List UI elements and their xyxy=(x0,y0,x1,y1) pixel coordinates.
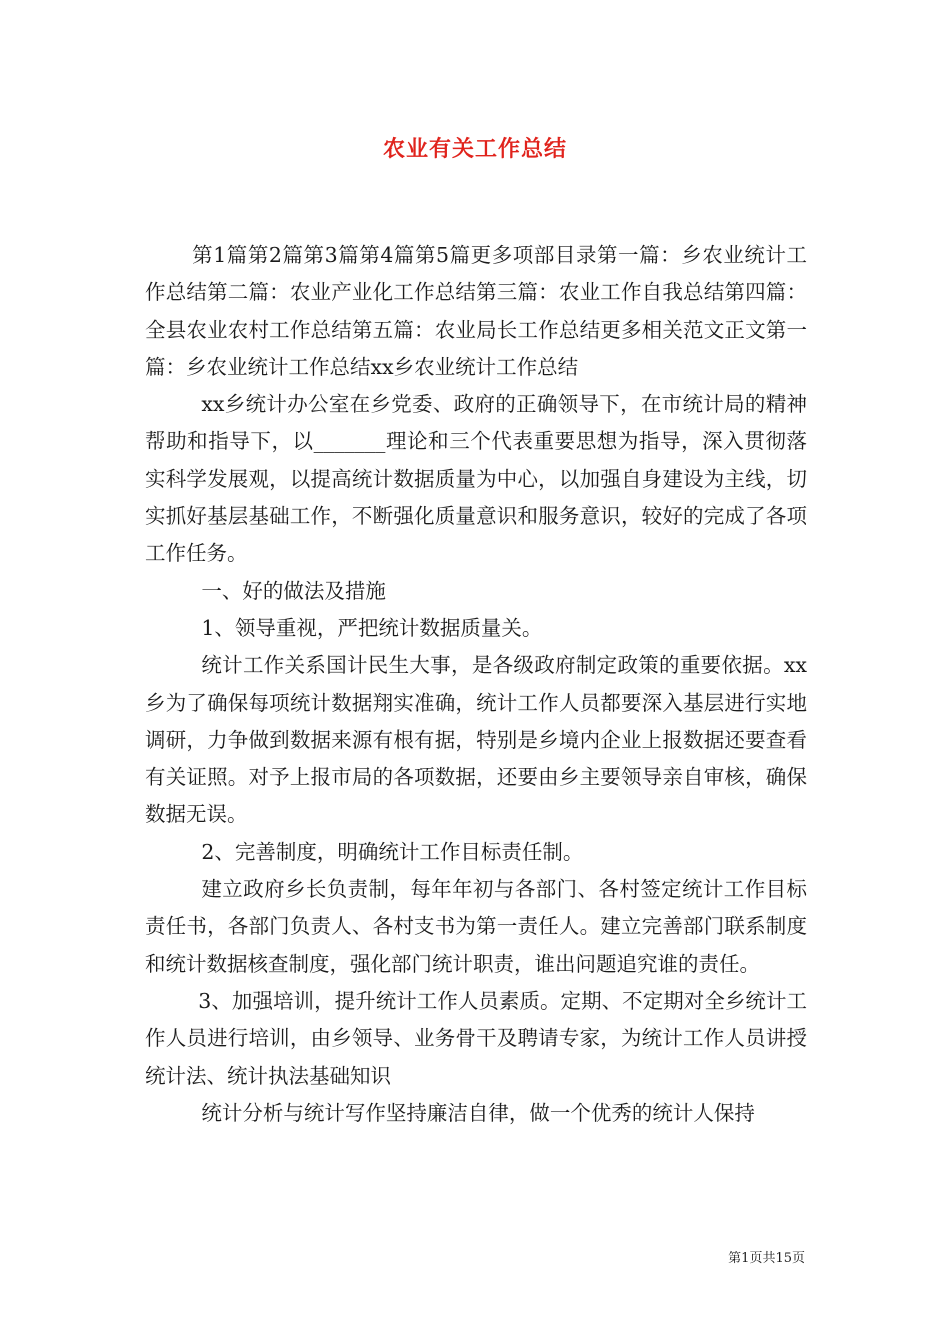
document-title: 农业有关工作总结 xyxy=(382,136,567,162)
page-number-footer: 第1页共15页 xyxy=(728,1251,805,1266)
paragraph-contents: 第1篇第2篇第3篇第4篇第5篇更多项部目录第一篇：乡农业统计工作总结第二篇：农业产业化工作总结第三篇：农业工作自我总结第四篇：全县农业农村工作总结第五篇：农业局长工作总结更多相关范文正文第一篇：乡农业统计工作总结xx乡农业统计工作总结 xyxy=(145,243,807,379)
section-heading: 一、好的做法及措施 xyxy=(201,578,386,603)
subsection-heading: 2、完善制度，明确统计工作目标责任制。 xyxy=(201,839,584,864)
subsection-heading: 1、领导重视，严把统计数据质量关。 xyxy=(201,615,543,640)
document-body xyxy=(145,237,807,1132)
paragraph-intro: xx乡统计办公室在乡党委、政府的正确领导下，在市统计局的精神帮助和指导下，以_______理论和三个代表重要思想为指导，深入贯彻落实科学发展观，以提高统计数据质量为中心，以加强自身建设为主线，切实抓好基层基础工作，不断强化质量意识和服务意识，较好的完成了各项工作任务。 xyxy=(145,392,807,566)
paragraph: 统计分析与统计写作坚持廉洁自律，做一个优秀的统计人保持 xyxy=(201,1100,755,1125)
paragraph: 建立政府乡长负责制，每年年初与各部门、各村签定统计工作目标责任书，各部门负责人、各村支书为第一责任人。建立完善部门联系制度和统计数据核查制度，强化部门统计职责，谁出问题追究谁的责任。 xyxy=(145,877,807,976)
paragraph: 统计工作关系国计民生大事，是各级政府制定政策的重要依据。xx乡为了确保每项统计数据翔实准确，统计工作人员都要深入基层进行实地调研，力争做到数据来源有根有据，特别是乡境内企业上报数据还要查看有关证照。对予上报市局的各项数据，还要由乡主要领导亲自审核，确保数据无误。 xyxy=(145,653,807,827)
paragraph: 3、加强培训，提升统计工作人员素质。定期、不定期对全乡统计工作人员进行培训，由乡领导、业务骨干及聘请专家，为统计工作人员讲授统计法、统计执法基础知识 xyxy=(145,988,807,1088)
